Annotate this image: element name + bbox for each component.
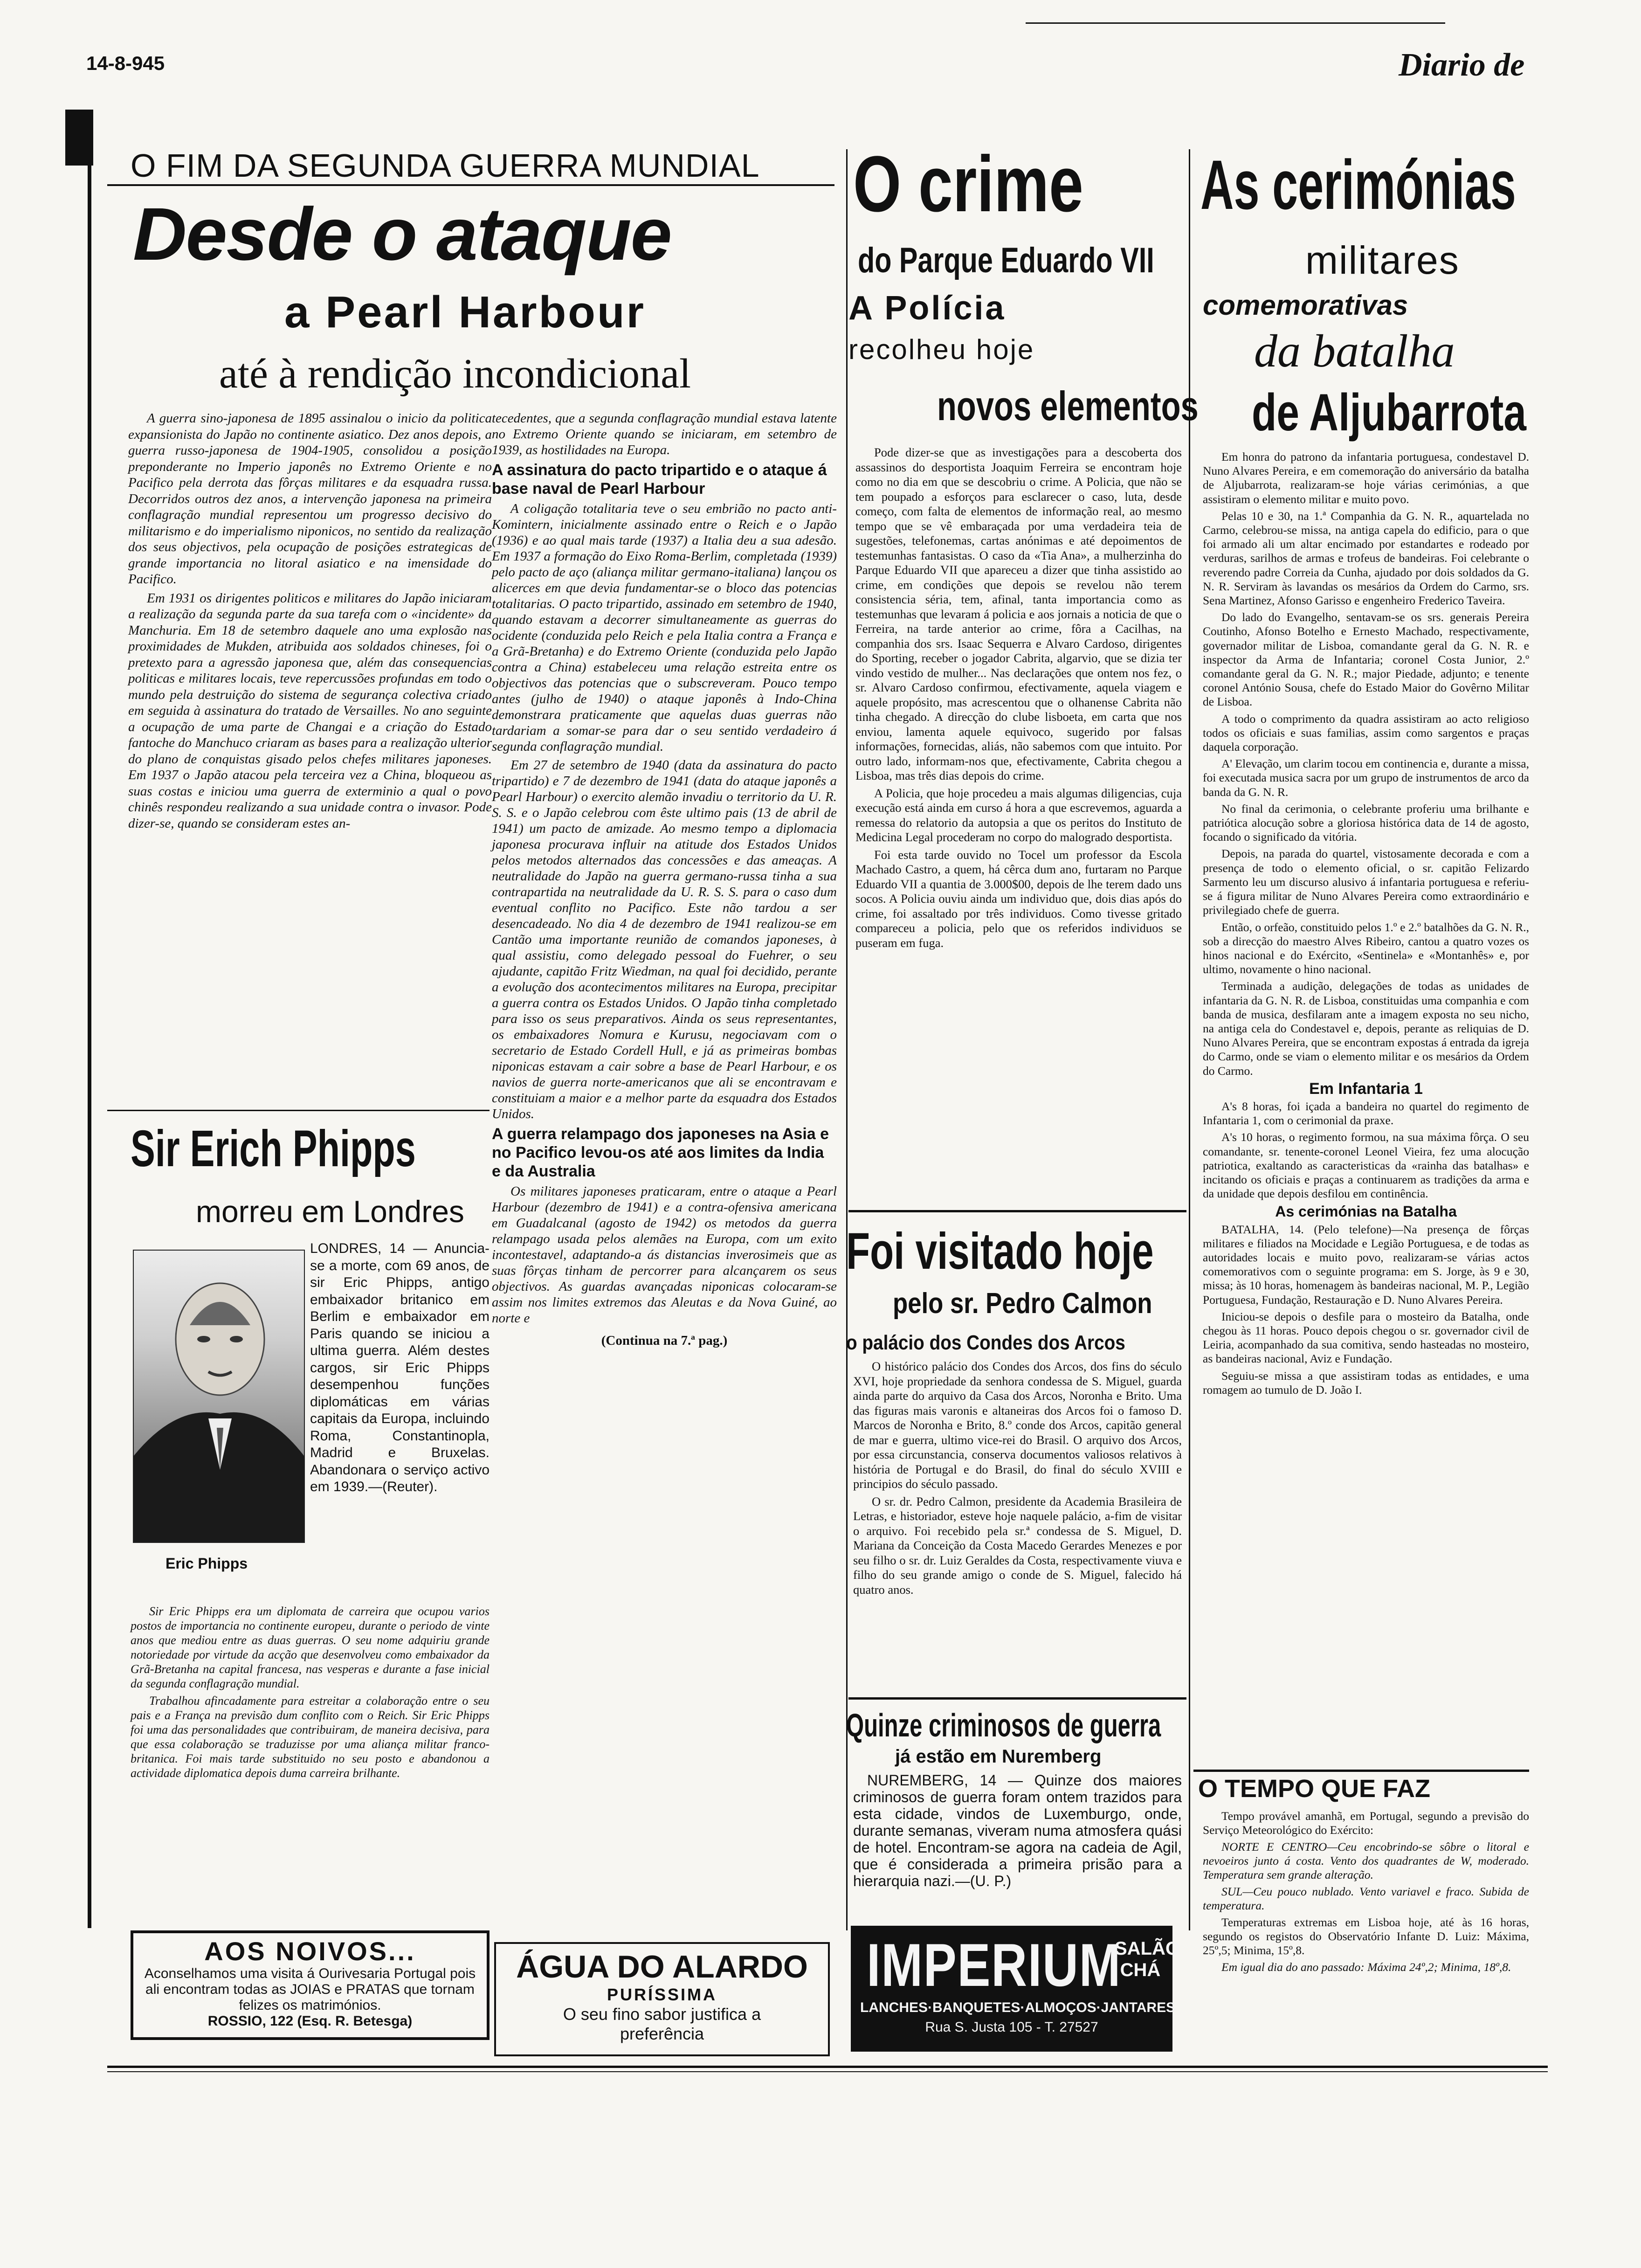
bottom-rule-1 [107, 2066, 1548, 2068]
ad-imperium [851, 1926, 1180, 2052]
tempo-p1: Tempo provável amanhã, em Portugal, segundo a previsão do Serviço Meteorológico do Exército: [1203, 1809, 1529, 1837]
phipps-note-p1: Sir Eric Phipps era um diplomata de carreira que ocupou varios postos de importancia no continente europeu, durante o periodo de vinte anos que mediou entre as duas guerras. O seu nome adquiriu grande notoriedade por virtude da acção que desenvolveu como embaixador da Grã-Bretanha na capital francesa, nas vesperas e durante a fase inicial da segunda conflagração mundial. [131, 1604, 490, 1690]
batalha-title: As cerimónias na Batalha [1275, 1203, 1457, 1220]
tempo-top-rule [1193, 1770, 1529, 1772]
bottom-rule-2 [107, 2071, 1548, 2072]
cerimonias-p4: A todo o comprimento da quadra assistiram ao acto religioso todos os oficiais e suas familias, assim como sargentos e praças daquela corporação. [1203, 712, 1529, 754]
page-date: 14-8-945 [86, 52, 165, 74]
phipps-note-p2: Trabalhou afincadamente para estreitar a colaboração entre o seu pais e a França na previsão dum conflito com o Reich. Sir Eric Phipps foi uma das personalidades que contribuiram, de maneira decisiva, para que essa colaboração se traduzisse por uma aliança militar franco-britanica. Foi mais tarde substituido no seu posto e abandonou a actividade diplomatica depois duma carreira brilhante. [131, 1694, 490, 1780]
tempo-title: O TEMPO QUE FAZ [1198, 1775, 1431, 1803]
cerimonias-sub-1: militares [1305, 238, 1460, 282]
tempo-p2: NORTE E CENTRO—Ceu encobrindo-se sôbre o litoral e nevoeiros junto á costa. Vento dos quadrantes de W, moderado. Temperatura sem grande alteração. [1203, 1840, 1529, 1881]
phipps-title: Sir Erich Phipps [131, 1120, 416, 1177]
cerimonias-p9: Terminada a audição, delegações de todas as unidades de infantaria da G. N. R. de Lisboa, constituidas uma companhia e com banda de musica, desfilaram ante a imagem exposta no seu nicho, na antiga cela do Condestavel e, depois, perante as reliquias de D. Nuno Alvares Pereira, que se encontram expostas á entrada da igreja do Carmo, onde se viam o elemento militar e os mesários da Ordem do Carmo. [1203, 979, 1529, 1078]
phipps-photo-caption: Eric Phipps [165, 1555, 248, 1572]
pearl-col-1 [128, 410, 492, 834]
visitado-body [853, 1359, 1182, 1600]
visitado-body-p2: O sr. dr. Pedro Calmon, presidente da Academia Brasileira de Letras, e historiador, esteve hoje naquele palácio, a-fim de visitar o arquivo. Foi recebido pela sr.ª condessa de S. Miguel, D. Mariana da Conceição da Costa Macedo Gerardes Menezes e por seu filho o sr. dr. Luiz Geraldes da Costa, respectivamente viuva e filho do seu grande amigo o conde de S. Miguel, falecido há quatro anos. [853, 1494, 1182, 1597]
cerimonias-sub-3: da batalha [1254, 325, 1455, 377]
visitado-body-p1: O histórico palácio dos Condes dos Arcos, dos fins do século XVI, hoje propriedade da senhora condessa de S. Miguel, guarda ainda parte do arquivo da Casa dos Arcos, Noronha e Brito. Uma das figuras mais varonis e altaneiras dos Arcos foi o famoso D. Marcos de Noronha e Brito, 8.º conde dos Arcos, capitão general de mar e guerra, ultimo vice-rei do Brasil. O arquivo dos Arcos, por essa circunstancia, conserva documentos valiosos relativos à história de Portugal e do Brasil, do final do século XVIII e principios do século passado. [853, 1359, 1182, 1491]
portrait-silhouette [134, 1251, 304, 1542]
tempo-p3: SUL—Ceu pouco nublado. Vento variavel e fraco. Subida de temperatura. [1203, 1885, 1529, 1912]
cerimonias-p6: No final da cerimonia, o celebrante proferiu uma brilhante e patriótica alocução sobre a gloriosa histórica data de 14 de agosto, focando o significado da vitória. [1203, 802, 1529, 844]
divider-1 [846, 149, 848, 1930]
pearl-kicker-rule [107, 184, 834, 186]
pearl-col2-p1: A coligação totalitaria teve o seu embrião no pacto anti-Komintern, inicialmente assinado entre o Reich e o Japão (1936) e ao qual mais tarde (1937) a Italia deu a sua adesão. Em 1937 a formação do Eixo Roma-Berlim, completada (1939) pelo pacto de aço (aliança militar germano-italiana) lançou os alicerces em que devia fundamentar-se o bloco das potencias totalitarias. O pacto tripartido, assinado em setembro de 1940, quando estavam a decorrer simultaneamente as guerras do ocidente (conduzida pelo Reich e pela Italia contra a França e a Grã-Bretanha) e do Extremo Oriente (conduzida pelo Japão contra a China) estabeleceu uma relação estreita entre os objectivos das potencias que o subscreveram. Pouco tempo antes (julho de 1940) o ataque japonês à Indo-China demonstrara praticamente que aquelas duas guerras não tardariam a somar-se para dar o seu sentido verdadeiro á segunda conflagração mundial. [492, 501, 837, 754]
ad-noivos-body: Aconselhamos uma visita á Ourivesaria Portugal pois ali encontram todas as JOIAS e PRATAS que tornam felizes os matrimónios. [144, 1966, 476, 2013]
infantaria-p1: A's 8 horas, foi içada a bandeira no quartel do regimento de Infantaria 1, com o cerimonial da praxe. [1203, 1099, 1529, 1127]
crime-title: O crime [853, 140, 1083, 228]
ad-noivos-address: ROSSIO, 122 (Esq. R. Betesga) [207, 2013, 413, 2029]
crime-bottom-rule [848, 1210, 1186, 1212]
cerimonias-p5: A' Elevação, um clarim tocou em continencia e, durante a missa, foi executada musica sacra por um grupo de instrumentos de arco da banda da G. N. R. [1203, 757, 1529, 799]
header-rule [1026, 22, 1445, 24]
crime-body-p2: A Policia, que hoje procedeu a mais algumas diligencias, cuja execução está ainda em curso á hora a que escrevemos, aguarda a remessa do relatorio da autopsia a que os peritos do Instituto de Medicina Legal procederam no corpo do malogrado desportista. [855, 786, 1182, 844]
visitado-bottom-rule [848, 1697, 1186, 1700]
pearl-col2-p0: tecedentes, que a segunda conflagração mundial estava latente no Extremo Oriente quando se iniciaram, em setembro de 1939, as hostilidades na Europa. [492, 411, 837, 457]
cerimonias-p1: Em honra do patrono da infantaria portuguesa, condestavel D. Nuno Alvares Pereira, e em comemoração do aniversário da batalha de Aljubarrota, realizaram-se hoje várias cerimónias, a que assistiram o elemento militar e muito povo. [1203, 450, 1529, 506]
pearl-col-2 [492, 410, 837, 1348]
cerimonias-title: As cerimónias [1200, 145, 1516, 224]
pearl-continua: (Continua na 7.ª pag.) [601, 1333, 728, 1348]
cerimonias-p2: Pelas 10 e 30, na 1.ª Companhia da G. N. R., aquartelada no Carmo, celebrou-se missa, na antiga capela do edificio, para o que foi armado ali um altar encimado por estandartes e rodeado por verduras, sarilhos de armas e trofeus de bandeiras. Foi celebrante o reverendo padre Correia da Cunha, ajudado por dois soldados da G. N. R. Serviram às lavandas os mesários da Ordem do Carmo, srs. Sena Martinez, Afonso Garisso e engenheiro Frederico Taveira. [1203, 509, 1529, 608]
pearl-title-3: até à rendição incondicional [219, 351, 691, 397]
crime-body-p3: Foi esta tarde ouvido no Tocel um professor da Escola Machado Castro, a quem, há cêrca dum ano, furtaram no Parque Eduardo VII a quantia de 3.000$00, depois de lhe terem dado uns socos. A Policia ouviu ainda um individuo que, dois dias após do crime, foi assaltado por três individuos. Como tivesse gritado compareceu a policia, pelo que os referidos individuos se puseram em fuga. [855, 847, 1182, 950]
batalha-p2: Iniciou-se depois o desfile para o mosteiro da Batalha, onde chegou às 11 horas. Pouco depois chegou o sr. governador civil de Leiria, acompanhado da sua comitiva, sendo hasteadas no mosteiro, as bandeiras nacional, Aviz e Fundação. [1203, 1309, 1529, 1366]
tempo-body [1203, 1809, 1529, 1977]
infantaria-title: Em Infantaria 1 [1309, 1079, 1423, 1098]
crime-body [855, 445, 1182, 953]
phipps-top-rule [107, 1110, 490, 1111]
phipps-note [131, 1604, 490, 1783]
phipps-subtitle: morreu em Londres [196, 1194, 464, 1229]
pearl-col1-p1: A guerra sino-japonesa de 1895 assinalou o inicio da politica expansionista do Japão no continente asiatico. Dez anos depois, a guerra russo-japonesa de 1904-1905, consolidou a posição preponderante no Imperio japonês no Extremo Oriente e no Pacifico pela derrota das fôrças militares e da esquadra russa. Decorridos outros dez anos, a intervenção japonesa na primeira conflagração mundial representou um progresso decisivo do militarismo e do imperialismo niponicos, no sentido da realização dos seus objectivos, pela ocupação de posições estrategicas de grande importancia no litoral asiatico e na imensidade do Pacifico. [128, 411, 492, 587]
pearl-col1-p2: Em 1931 os dirigentes politicos e militares do Japão iniciaram a realização da segunda parte da sua tarefa com o «incidente» da Manchuria. Em 18 de setembro daquele ano uma explosão nas proximidades de Mukden, atribuida aos soldados chineses, foi o pretexto para a agressão japonesa que, além das consequencias politicas e militares locais, teve repercussões profundas em todo o mundo pela destruição do sistema de segurança colectiva criado em seguida à assinatura do tratado de Versailles. No ano seguinte a ocupação de uma parte de Changai e a criação do Estado fantoche do Manchuco criaram as bases para a realização ulterior do plano de conquistas gisado pelos chefes militares japoneses. Em 1937 o Japão atacou pela terceira vez a China, bloqueou as suas costas e iniciou uma guerra de exterminio a qual o povo chinês respondeu realizando a sua unidade contra o invasor. Pode dizer-se, quando se consideram estes an- [128, 590, 492, 831]
tempo-p4: Temperaturas extremas em Lisboa hoje, até às 16 horas, segundo os registos do Observatório Infante D. Luiz: Máxima, 25º,5; Minima, 15º,8. [1203, 1915, 1529, 1957]
phipps-body: LONDRES, 14 — Anuncia-se a morte, com 69 anos, de sir Eric Phipps, antigo embaixador britanico em Berlim e embaixador em Paris quando se iniciou a ultima guerra. Além destes cargos, sir Eric Phipps desempenhou funções diplomáticas em várias capitais da Europa, incluindo Roma, Constantinopla, Madrid e Bruxelas. Abandonara o serviço activo em 1939.—(Reuter). [310, 1241, 490, 1494]
ad-agua-body: O seu fino sabor justifica a preferência [563, 2005, 761, 2043]
pearl-title-2: a Pearl Harbour [284, 287, 646, 337]
crime-kicker-3: novos elementos [937, 383, 1199, 429]
ad-agua-subtitle: PURÍSSIMA [607, 1985, 717, 2004]
infantaria-p2: A's 10 horas, o regimento formou, na sua máxima fôrça. O seu comandante, sr. tenente-coronel Leonel Vieira, fez uma alocução patriotica, exaltando as caracteristicas da «rainha das batalhas» e incitando os oficiais e praças a continuarem as tradições da arma e da unidade que depois desfilou em continência. [1203, 1130, 1529, 1201]
cerimonias-p8: Então, o orfeão, constituido pelos 1.º e 2.º batalhões da G. N. R., sob a direcção do maestro Alves Ribeiro, cantou a quatro vozes os hinos nacional e do Exército, «Sentinela» e «Montanhês» e, por ultimo, novamente o hino nacional. [1203, 920, 1529, 976]
masthead: Diario de [1399, 47, 1525, 83]
quinze-title: Quinze criminosos de guerra [846, 1707, 1161, 1743]
crime-kicker-2: recolheu hoje [848, 334, 1035, 365]
ad-imperium-title: IMPERIUM [867, 1931, 1122, 1999]
crime-body-p1: Pode dizer-se que as investigações para a descoberta dos assassinos do desportista Joaquim Ferreira se encontram hoje como no dia em que se descobriu o crime. A Policia, que não se tem poupado a esforços para esclarecer o caso, luta, desde começo, com falta de elementos de informação real, ao mesmo tempo que se vê embaraçada por uma verdadeira teia de sugestões, telefonemas, cartas anónimas e até depoimentos de testemunhas fantasistas. O caso da «Tia Ana», a mulherzinha do Parque Eduardo VII que apareceu a dizer que tinha assistido ao crime, em condições que depois se revelou não terem consistencia séria, tem, afinal, tanta importancia como as testemunhas que levaram á policia e aos jornais a noticia de que o Ferreira, na tarde anterior ao crime, fôra a Cacilhas, na companhia dos srs. Isaac Sequerra e Alvaro Cardoso, dirigentes do Sporting, receber o jogador Cabrita, algarvio, que se dizia ter vindo vestido de mulher... Nas declarações que ontem nos fez, o sr. Alvaro Cardoso confirmou, efectivamente, aquela viagem e aquele propósito, mas acrescentou que o olhanense Cabrita não tinha chegado. A direcção do clube lisboeta, em carta que nos enviou, lamenta aquele equivoco, sugerido por falsas informações, fornecidas, aliás, não sabemos com que intuito. Por outro lado, informam-nos que, efectivamente, Cabrita chegou a Lisboa, mas três dias depois do crime. [855, 445, 1182, 782]
crime-kicker-1: A Polícia [848, 290, 1006, 327]
pearl-col2-p2: Em 27 de setembro de 1940 (data da assinatura do pacto tripartido) e 7 de dezembro de 1941 (data do ataque japonês a Pearl Harbour) o exercito alemão invadiu o territorio da U. R. S. S. e o Japão celebrou com êste ultimo pais (13 de abril de 1941) um pacto de amizade. Ao mesmo tempo a diplomacia japonesa procurava influir na atitude dos Estados Unidos pelos metodos alternados das concessões e das ameaças. A neutralidade do Japão na guerra germano-russa tinha a sua contrapartida na neutralidade da U. R. S. S. para o caso dum eventual conflito no Pacifico. Este não tardou a ser desencadeado. No dia 4 de dezembro de 1941 realizou-se em Cantão uma importante reunião de comandos japoneses, à qual assistiu, como delegado pessoal do Fuehrer, o seu ajudante, capitão Fritz Wiedman, na qual foi decidido, perante a evolução dos acontecimentos militares na Europa, precipitar a guerra contra os Estados Unidos. O Japão tinha completado para isso os seus preparativos. Ainda os seus representantes, os embaixadores Nomura e Kurusu, negociavam com o secretario de Estado Cordell Hull, e já as primeiras bombas niponicas estavam a cair sobre a base de Pearl Harbour, e os navios de guerra norte-americanos que ali se encontravam e constituiam a maior e a melhor parte da esquadra dos Estados Unidos. [492, 758, 837, 1121]
batalha-p3: Seguiu-se missa a que assistiram todas as entidades, e uma romagem ao tumulo de D. João I. [1203, 1369, 1529, 1397]
ad-imperium-line: LANCHES·BANQUETES·ALMOÇOS·JANTARES [860, 2000, 1176, 2015]
visitado-title: Foi visitado hoje [846, 1223, 1154, 1280]
visitado-subtitle: pelo sr. Pedro Calmon [893, 1287, 1152, 1320]
cerimonias-sub-4: de Aljubarrota [1252, 383, 1526, 442]
pearl-subhead-1: A assinatura do pacto tripartido e o ataque á base naval de Pearl Harbour [492, 461, 827, 498]
ad-agua-title: ÁGUA DO ALARDO [516, 1949, 808, 1984]
cerimonias-sub-2: comemorativas [1203, 290, 1408, 321]
ad-agua [494, 1942, 830, 2056]
ad-noivos [131, 1930, 490, 2040]
cerimonias-p7: Depois, na parada do quartel, vistosamente decorada e com a presença de todo o elemento oficial, o sr. capitão Felizardo Sarmento leu um discurso alusivo á infantaria portuguesa e referiu-se á figura militar de Nuno Alvares Pereira como extraordinário e privilegiado chefe de guerra. [1203, 847, 1529, 917]
pearl-title-1: Desde o ataque [133, 192, 671, 276]
left-margin-line [88, 110, 91, 1928]
quinze-body: NUREMBERG, 14 — Quinze dos maiores criminosos de guerra foram ontem trazidos para esta cidade, vindos de Luxemburgo, onde, durante semanas, viveram numa atmosfera quási de hotel. Encontram-se agora na cadeia de Agil, que é considerada a primeira prisão para a hierarquia nazi.—(U. P.) [853, 1772, 1182, 1889]
pearl-subhead-2: A guerra relampago dos japoneses na Asia e no Pacifico levou-os até aos limites da India e da Australia [492, 1125, 829, 1180]
pearl-col2-p3: Os militares japoneses praticaram, entre o ataque a Pearl Harbour (dezembro de 1941) e a contra-ofensiva americana em Guadalcanal (agosto de 1942) os metodos da guerra relampago usada pelos alemães na Europa, com um exito incontestavel, adaptando-a ás distancias inverosimeis que as suas fôrças tinham de percorrer para alcançarem os seus objectivos. As guardas avançadas niponicas colocaram-se assim nos limites extremos das Aleutas e da Nova Guiné, ao norte e [492, 1184, 837, 1326]
pearl-kicker: O FIM DA SEGUNDA GUERRA MUNDIAL [131, 147, 760, 184]
phipps-photo [133, 1250, 305, 1543]
ad-imperium-address: Rua S. Justa 105 - T. 27527 [925, 2019, 1098, 2035]
batalha-p1: BATALHA, 14. (Pelo telefone)—Na presença de fôrças militares e filiados na Mocidade e Legião Portuguesa, e de todas as autoridades locais e muito povo, realizaram-se várias actos comemorativos com o seguinte programa: em S. Jorge, às 9 e 30, missa; às 10 horas, homenagem às bandeiras nacional, M. P., Legião Portuguesa, Fundação, Restauração e D. Nuno Alvares Pereira. [1203, 1222, 1529, 1307]
ad-noivos-title: AOS NOIVOS... [204, 1936, 416, 1966]
cerimonias-body [1203, 450, 1529, 1400]
quinze-subtitle: já estão em Nuremberg [895, 1746, 1102, 1767]
crime-subtitle: do Parque Eduardo VII [858, 241, 1154, 280]
tempo-p5: Em igual dia do ano passado: Máxima 24º,2; Minima, 18º,8. [1221, 1960, 1511, 1974]
cerimonias-p3: Do lado do Evangelho, sentavam-se os srs. generais Pereira Coutinho, Afonso Botelho e Ernesto Machado, respectivamente, governador militar de Lisboa, comandante geral da G. N. R. e inspector da Arma de Infantaria; coronel Costa Junior, 2.º comandante geral da G. N. R.; major Piedade, adjunto; e tenente coronel António Sousa, chefe do Estado Maior do Govêrno Militar de Lisboa. [1203, 610, 1529, 709]
visitado-kicker: o palácio dos Condes dos Arcos [846, 1331, 1125, 1354]
ad-imperium-side: SALÃO CHÁ [1115, 1938, 1180, 1980]
